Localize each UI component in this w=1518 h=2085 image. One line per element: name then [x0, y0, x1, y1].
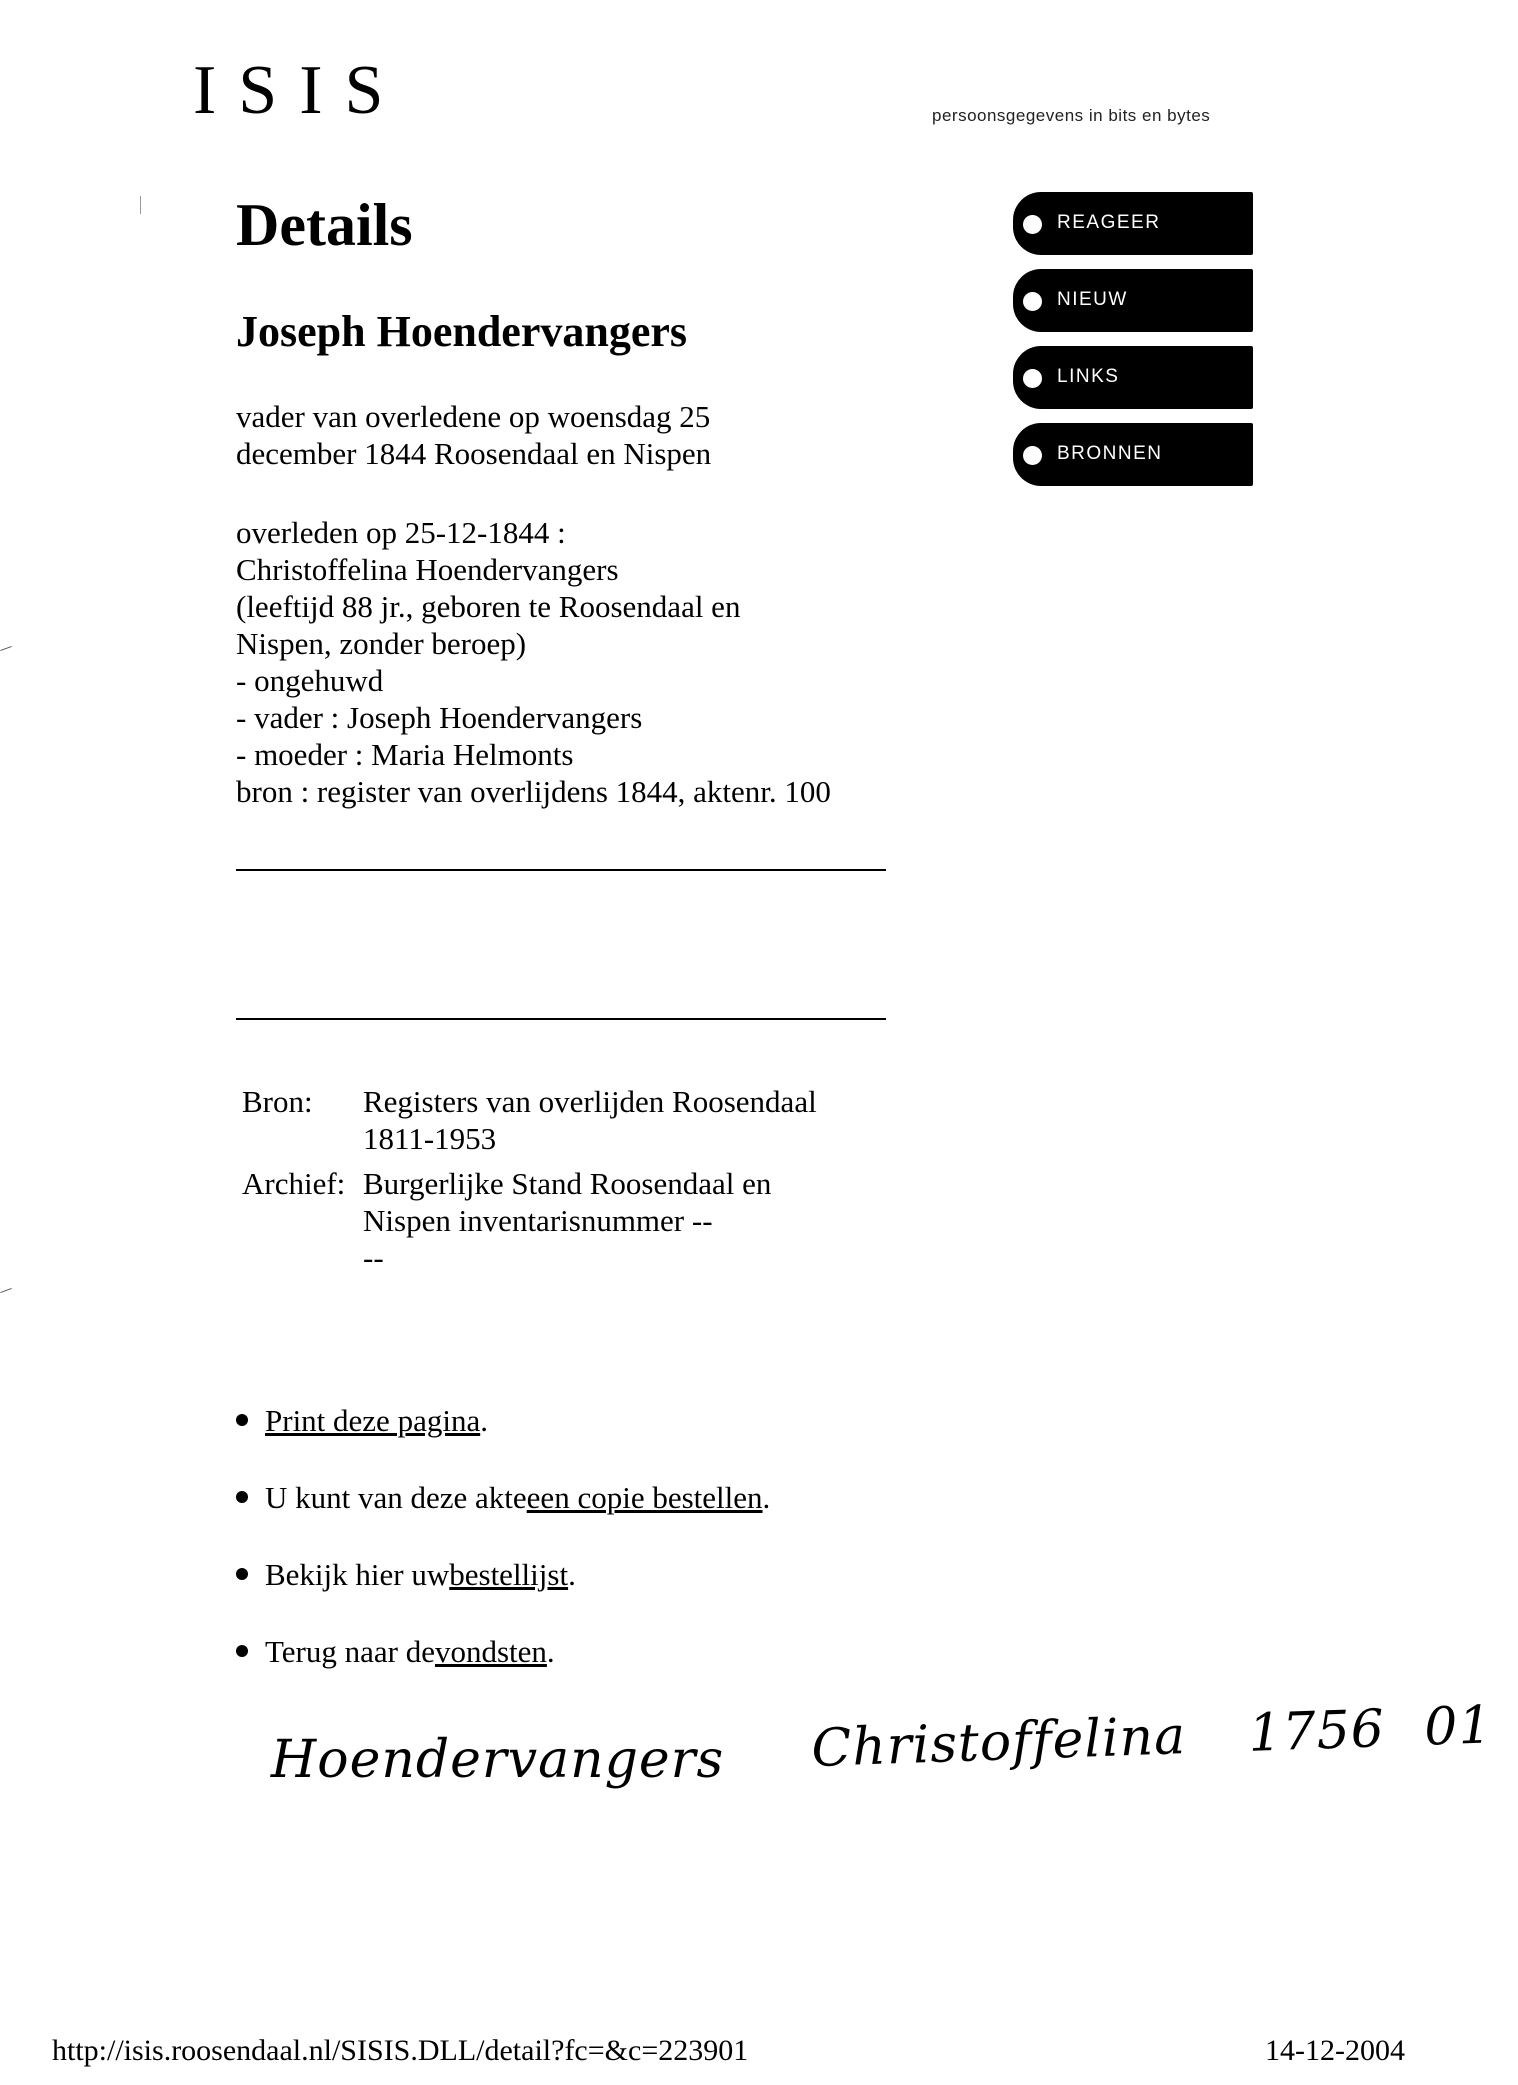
- nav-label: REAGEER: [1057, 212, 1161, 233]
- nav-button-links[interactable]: [1013, 346, 1253, 409]
- site-tagline: persoonsgegevens in bits en bytes: [932, 106, 1211, 125]
- source-label: Archief:: [242, 1166, 346, 1201]
- list-item-copy: [236, 1477, 770, 1517]
- order-list-link[interactable]: bestellijst: [449, 1556, 569, 1592]
- source-value-line: Registers van overlijden Roosendaal: [363, 1084, 817, 1119]
- footer-url: http://isis.roosendaal.nl/SISIS.DLL/detail?fc=&c=223901: [52, 2034, 749, 2067]
- source-row-bron: [242, 1083, 817, 1157]
- divider: [236, 1018, 886, 1020]
- record-line: (leeftijd 88 jr., geboren te Roosendaal en: [236, 589, 741, 624]
- death-record: [236, 514, 936, 810]
- print-page-link[interactable]: Print deze pagina: [265, 1402, 481, 1438]
- nav-button-nieuw[interactable]: [1013, 269, 1253, 332]
- footer-date: 14-12-2004: [1265, 2034, 1405, 2067]
- handwritten-year: 1756: [1247, 1699, 1386, 1764]
- relation-line: vader van overledene op woensdag 25: [236, 399, 711, 434]
- link-suffix: .: [546, 1633, 555, 1669]
- record-line: - moeder : Maria Helmonts: [236, 737, 574, 772]
- list-item-back: [236, 1631, 770, 1671]
- nav-label: NIEUW: [1057, 289, 1128, 310]
- back-to-results-link[interactable]: vondsten: [434, 1633, 547, 1669]
- handwritten-surname: Hoendervangers: [270, 1730, 725, 1791]
- link-suffix: .: [480, 1402, 488, 1438]
- source-row-archief: [242, 1165, 817, 1276]
- relation-line: december 1844 Roosendaal en Nispen: [236, 436, 712, 471]
- handwritten-number: 01: [1423, 1695, 1494, 1758]
- link-prefix: Terug naar de: [265, 1633, 435, 1669]
- record-line: - ongehuwd: [236, 663, 384, 698]
- record-line: overleden op 25-12-1844 :: [236, 515, 566, 550]
- bullet-icon: [1023, 446, 1042, 465]
- handwritten-given-name: Christoffelina: [810, 1706, 1188, 1780]
- person-name: Joseph Hoendervangers: [236, 307, 687, 356]
- bullet-icon: [1023, 292, 1042, 311]
- page-title: Details: [236, 192, 413, 258]
- source-value: [363, 1083, 817, 1157]
- nav-button-bronnen[interactable]: [1013, 423, 1253, 486]
- bullet-icon: [1023, 369, 1042, 388]
- nav-label: BRONNEN: [1057, 443, 1163, 464]
- record-line: Christoffelina Hoendervangers: [236, 552, 619, 587]
- source-label: Bron:: [242, 1084, 313, 1119]
- bullet-icon: [236, 1568, 248, 1580]
- list-item-print: [236, 1400, 770, 1440]
- source-value: [363, 1165, 771, 1276]
- order-copy-link[interactable]: een copie bestellen: [526, 1479, 763, 1515]
- record-line: Nispen, zonder beroep): [236, 626, 527, 661]
- link-suffix: .: [762, 1479, 771, 1515]
- link-prefix: Bekijk hier uw: [265, 1556, 450, 1592]
- source-value-line: Nispen inventarisnummer --: [363, 1203, 713, 1238]
- scan-edge-mark: [0, 646, 12, 651]
- bullet-icon: [236, 1645, 248, 1657]
- action-links: [236, 1400, 770, 1708]
- divider: [236, 869, 886, 871]
- nav-button-reageer[interactable]: [1013, 192, 1253, 255]
- site-logo: ISIS: [193, 52, 406, 129]
- handwritten-annotation: [270, 1695, 1493, 1798]
- scan-edge-mark: [0, 1288, 12, 1293]
- record-line: - vader : Joseph Hoendervangers: [236, 700, 643, 735]
- nav-label: LINKS: [1057, 366, 1120, 387]
- link-suffix: .: [568, 1556, 576, 1592]
- scan-artifact: [140, 196, 141, 214]
- source-value-line: 1811-1953: [363, 1121, 497, 1156]
- list-item-order-list: [236, 1554, 770, 1594]
- source-table: [242, 1083, 817, 1276]
- record-line: bron : register van overlijdens 1844, aktenr. 100: [236, 774, 831, 809]
- source-value-line: --: [363, 1240, 384, 1275]
- link-prefix: U kunt van deze akte: [265, 1479, 527, 1515]
- relation-description: [236, 398, 796, 472]
- bullet-icon: [236, 1491, 248, 1503]
- bullet-icon: [236, 1414, 248, 1426]
- source-value-line: Burgerlijke Stand Roosendaal en: [363, 1166, 772, 1201]
- side-navigation: [1013, 192, 1253, 500]
- bullet-icon: [1023, 215, 1042, 234]
